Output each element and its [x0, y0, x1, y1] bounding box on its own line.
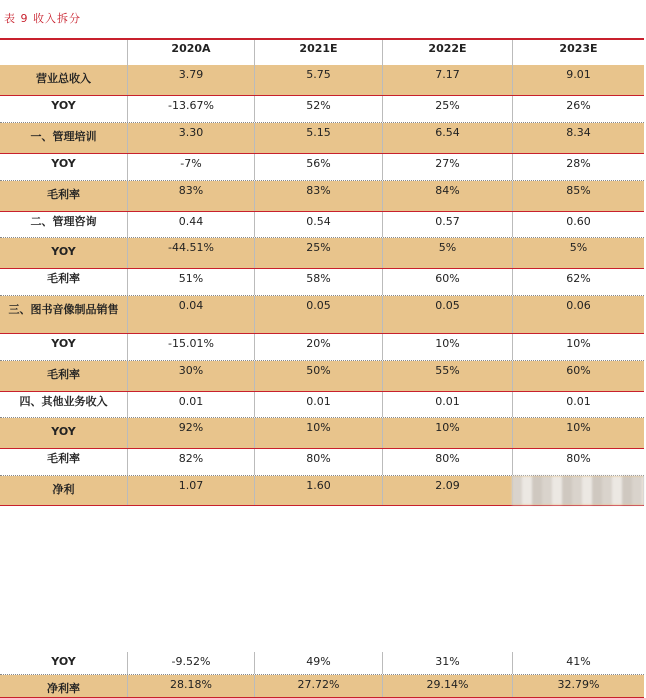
- row-label: YOY: [0, 96, 128, 122]
- header-cell-2021e: 2021E: [255, 40, 383, 65]
- row-value-cell: 32.79%: [557, 678, 600, 691]
- row-value-cell: 58%: [255, 269, 383, 295]
- row-value-cell: 8.34: [566, 126, 591, 139]
- table-row: [0, 675, 644, 698]
- row-value-cell: 0.01: [383, 392, 513, 417]
- row-label: 毛利率: [0, 181, 128, 211]
- row-value-cell: 83%: [255, 181, 383, 211]
- row-value-cell: 3.30: [128, 123, 255, 153]
- row-value-cell: 20%: [255, 334, 383, 360]
- row-value-cell: 0.05: [255, 296, 383, 333]
- header-cell-2022e: 2022E: [383, 40, 513, 65]
- row-value-cell: 84%: [383, 181, 513, 211]
- table-row: [0, 296, 644, 334]
- row-label: 净利率: [0, 675, 128, 697]
- row-value-cell: 49%: [255, 652, 383, 674]
- row-value-cell: 25%: [383, 96, 513, 122]
- header-cell-2020a: 2020A: [128, 40, 255, 65]
- row-value-cell: 10%: [383, 334, 513, 360]
- row-value-cell: 0.01: [128, 392, 255, 417]
- row-value-cell: 56%: [255, 154, 383, 180]
- row-value-cell: 27.72%: [255, 675, 383, 697]
- row-value-cell: 25%: [255, 238, 383, 268]
- row-value-cell: 5%: [383, 238, 513, 268]
- row-value-cell: 1.07: [128, 476, 255, 505]
- row-value-cell: 10%: [566, 337, 591, 350]
- table-row: [0, 238, 644, 269]
- row-value-cell: 0.01: [255, 392, 383, 417]
- row-value-cell: 52%: [255, 96, 383, 122]
- row-label: 一、管理培训: [0, 123, 128, 153]
- row-label: 二、管理咨询: [0, 212, 128, 237]
- row-value-cell: 27%: [383, 154, 513, 180]
- header-cell-2023e: 2023E: [559, 42, 598, 55]
- row-value-cell: 0.01: [566, 395, 591, 408]
- row-value-cell: 9.01: [566, 68, 591, 81]
- table-header-row: [0, 40, 644, 65]
- row-value-cell: -9.52%: [128, 652, 255, 674]
- row-value-cell: -44.51%: [128, 238, 255, 268]
- row-value-cell: 0.57: [383, 212, 513, 237]
- row-value-cell: 3.79: [128, 65, 255, 95]
- row-value-cell: 51%: [128, 269, 255, 295]
- table-row: [0, 96, 644, 123]
- row-value-cell: 10%: [383, 418, 513, 448]
- row-label: YOY: [0, 154, 128, 180]
- row-value-cell: 5.15: [255, 123, 383, 153]
- row-label: 毛利率: [0, 449, 128, 475]
- row-value-cell: 60%: [566, 364, 591, 377]
- row-value-cell: 30%: [128, 361, 255, 391]
- row-value-cell: 29.14%: [383, 675, 513, 697]
- row-value-cell: 41%: [566, 655, 591, 668]
- row-label: YOY: [0, 238, 128, 268]
- row-value-cell: -15.01%: [128, 334, 255, 360]
- revenue-breakdown-table-continued: [0, 652, 644, 698]
- table-row: [0, 449, 644, 476]
- revenue-breakdown-table: [0, 40, 644, 506]
- row-value-cell: 60%: [383, 269, 513, 295]
- row-label: YOY: [0, 652, 128, 674]
- row-label: 三、图书音像制品销售: [0, 296, 128, 333]
- row-value-cell: 2.09: [383, 476, 513, 505]
- row-value-cell: 0.54: [255, 212, 383, 237]
- row-value-cell: 80%: [566, 452, 591, 465]
- row-value-cell: 10%: [566, 421, 591, 434]
- row-value-cell: 6.54: [383, 123, 513, 153]
- row-value-cell: 7.17: [383, 65, 513, 95]
- row-label: 毛利率: [0, 269, 128, 295]
- row-value-cell: 82%: [128, 449, 255, 475]
- row-value-cell: 50%: [255, 361, 383, 391]
- row-value-cell: 28.18%: [128, 675, 255, 697]
- row-value-cell: 85%: [566, 184, 591, 197]
- row-value-cell: 1.60: [255, 476, 383, 505]
- row-value-cell: 0.05: [383, 296, 513, 333]
- row-label: 营业总收入: [0, 65, 128, 95]
- row-value-cell: 26%: [566, 99, 591, 112]
- row-value-cell: 31%: [383, 652, 513, 674]
- table-row: [0, 652, 644, 675]
- table-caption: 表 9 收入拆分: [4, 12, 81, 25]
- row-value-cell: 62%: [566, 272, 591, 285]
- redacted-value-blur: [512, 476, 644, 505]
- table-row: [0, 392, 644, 418]
- row-value-cell: 0.06: [566, 299, 591, 312]
- row-value-cell: 5.75: [255, 65, 383, 95]
- row-value-cell: 55%: [383, 361, 513, 391]
- row-value-cell: -7%: [128, 154, 255, 180]
- row-label: YOY: [0, 418, 128, 448]
- row-label: 净利: [0, 476, 128, 505]
- row-label: 毛利率: [0, 361, 128, 391]
- table-row: [0, 476, 644, 506]
- row-value-cell: 0.04: [128, 296, 255, 333]
- row-value-cell: 5%: [569, 241, 588, 254]
- header-cell-label: [0, 40, 128, 65]
- table-row: [0, 361, 644, 392]
- table-row: [0, 212, 644, 238]
- table-row: [0, 334, 644, 361]
- row-label: 四、其他业务收入: [0, 392, 128, 417]
- row-value-cell: 10%: [255, 418, 383, 448]
- row-label: YOY: [0, 334, 128, 360]
- row-value-cell: 80%: [383, 449, 513, 475]
- row-value-cell: 80%: [255, 449, 383, 475]
- row-value-cell: -13.67%: [128, 96, 255, 122]
- row-value-cell: 0.44: [128, 212, 255, 237]
- row-value-cell: 83%: [128, 181, 255, 211]
- table-row: [0, 123, 644, 154]
- row-value-cell: 0.60: [566, 215, 591, 228]
- row-value-cell: 28%: [566, 157, 591, 170]
- table-row: [0, 154, 644, 181]
- table-row: [0, 65, 644, 96]
- table-row: [0, 418, 644, 449]
- table-row: [0, 181, 644, 212]
- table-row: [0, 269, 644, 296]
- row-value-cell: 92%: [128, 418, 255, 448]
